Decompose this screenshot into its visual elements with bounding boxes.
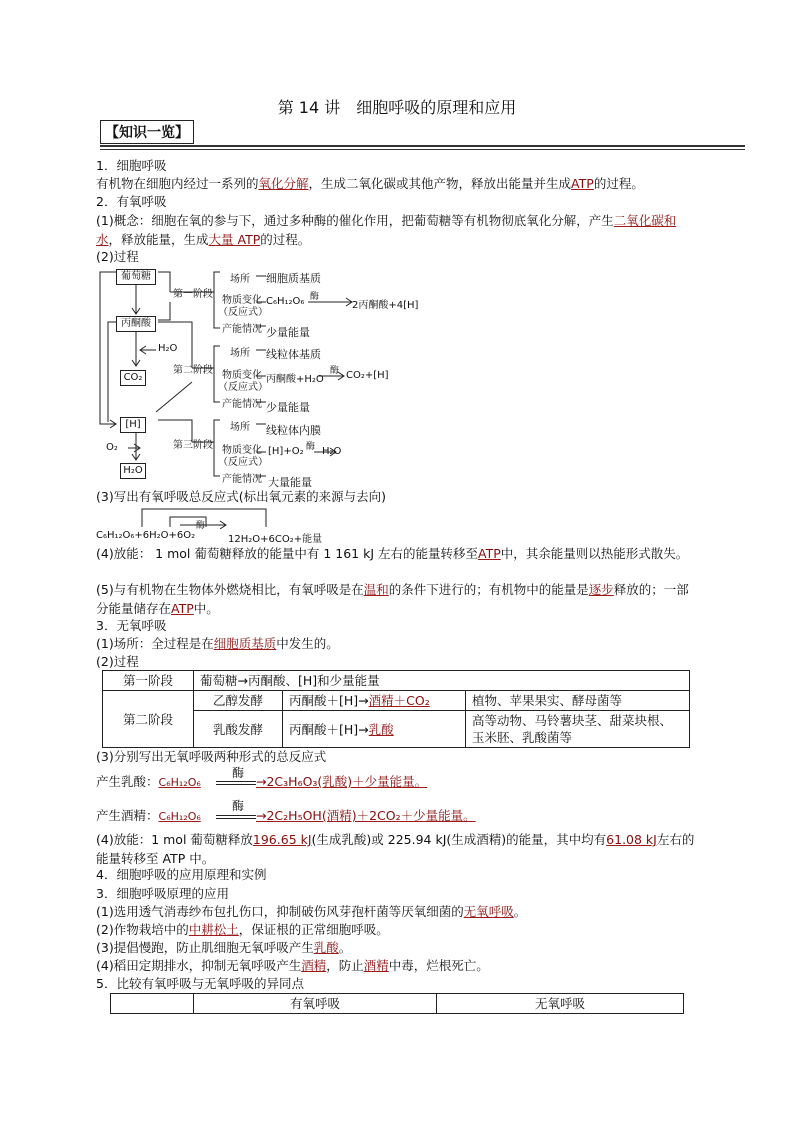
text: (2)作物栽培中的 — [96, 922, 189, 937]
page-title: 第 14 讲 细胞呼吸的原理和应用 — [277, 98, 517, 117]
h2o-in-label: H₂O — [158, 343, 178, 354]
text: 有机物在细胞内经过一系列的 — [96, 176, 259, 191]
heading-compare: 5．比较有氧呼吸与无氧呼吸的异同点 — [96, 976, 304, 991]
aerobic-item3: (3)写出有氧呼吸总反应式(标出氧元素的来源与去向) — [96, 489, 386, 504]
table-cell: 乳酸发酵 — [194, 711, 283, 748]
answer-blank: →2C₂H₅OH(酒精)＋2CO₂＋少量能量。 — [256, 808, 476, 823]
enzyme-label: 酶 — [310, 292, 320, 302]
table-cell — [111, 994, 194, 1014]
table-cell: 第一阶段 — [103, 671, 194, 691]
application-item3 — [96, 940, 706, 956]
place-label: 场所 — [230, 274, 250, 285]
reaction-label: （反应式） — [218, 382, 268, 393]
heading-aerobic: 2．有氧呼吸 — [96, 194, 167, 209]
text: 的过程。 — [260, 232, 311, 247]
stage3-place: 线粒体内膜 — [266, 424, 321, 437]
cell-respiration-definition — [96, 176, 706, 192]
answer-blank: 无氧呼吸 — [463, 904, 514, 919]
stage1-eq-left: C₆H₁₂O₆ — [266, 296, 305, 307]
text: 。 — [513, 904, 527, 919]
table-row — [103, 671, 690, 691]
text: ，释放能量，生成 — [108, 232, 209, 247]
text: (3)提倡慢跑，防止肌细胞无氧呼吸产生 — [96, 940, 314, 955]
table-cell: 葡萄糖→丙酮酸、[H]和少量能量 — [194, 671, 690, 691]
stage2-energy: 少量能量 — [266, 401, 310, 414]
h2o-out-box: H₂O — [120, 463, 146, 479]
heading-application: 4．细胞呼吸的应用原理和实例 — [96, 867, 267, 882]
divider — [216, 781, 256, 782]
text: (4)放能： 1 mol 葡萄糖释放的能量中有 1 161 kJ 左右的能量转移至 — [96, 546, 479, 561]
text: 的过程。 — [593, 176, 644, 191]
answer-blank: C₆H₁₂O₆ — [158, 810, 201, 823]
total-eq-left: C₆H₁₂O₆+6H₂O+6O₂ — [96, 530, 196, 541]
text: 产生乳酸： — [96, 774, 159, 789]
answer-blank: 酒精 — [301, 958, 327, 973]
answer-blank: 酒精 — [363, 958, 389, 973]
anaerobic-item3: (3)分别写出无氧呼吸两种形式的总反应式 — [96, 749, 327, 764]
answer-blank: 乳酸 — [313, 940, 339, 955]
stage2-eq-left: 丙酮酸+H₂O — [266, 374, 324, 385]
enzyme-label: 酶 — [232, 766, 245, 780]
process-label: (2)过程 — [96, 654, 139, 669]
lactic-right — [256, 774, 556, 790]
table-row — [111, 994, 684, 1014]
text: ，防止 — [326, 958, 364, 973]
change-label: 物质变化 — [222, 445, 262, 456]
stage1-energy: 少量能量 — [266, 326, 310, 339]
divider — [216, 784, 256, 785]
reaction-label: （反应式） — [218, 307, 268, 318]
text: 释放的；一部分能量储存在 — [96, 582, 689, 616]
answer-blank: 逐步 — [588, 582, 614, 597]
stage2-eq-right: CO₂+[H] — [346, 370, 389, 381]
text: ，保证根的正常细胞呼吸。 — [238, 922, 389, 937]
place-label: 场所 — [230, 422, 250, 433]
divider — [216, 815, 256, 816]
text: (4)放能：1 mol 葡萄糖释放 — [96, 832, 253, 847]
divider — [216, 818, 256, 819]
anaerobic-table — [102, 670, 690, 748]
answer-blank: 乳酸 — [368, 721, 394, 737]
energy-label: 产能情况 — [222, 324, 262, 335]
change-label: 物质变化 — [222, 370, 262, 381]
anaerobic-place — [96, 636, 706, 652]
table-cell: 第二阶段 — [103, 691, 194, 748]
aerobic-item4 — [96, 544, 698, 563]
section-tag: 【知识一览】 — [100, 120, 194, 144]
text: 中毒，烂根死亡。 — [388, 958, 489, 973]
table-cell: 植物、苹果果实、酵母菌等 — [466, 691, 690, 711]
answer-blank: ATP — [171, 601, 194, 616]
anaerobic-item4 — [96, 830, 698, 868]
answer-blank: 酒精＋CO₂ — [368, 693, 430, 708]
compare-table — [110, 993, 684, 1014]
application-item2 — [96, 922, 706, 938]
heading-anaerobic: 3．无氧呼吸 — [96, 618, 167, 633]
table-cell: 有氧呼吸 — [194, 994, 437, 1014]
stage3-energy: 大量能量 — [268, 476, 312, 489]
stage3-eq-right: H₂O — [322, 446, 342, 457]
answer-blank: 细胞质基质 — [213, 636, 277, 651]
answer-blank: 大量 ATP — [208, 232, 261, 247]
heading-principle-application: 3．细胞呼吸原理的应用 — [96, 886, 229, 901]
enzyme-label: 酶 — [330, 366, 340, 376]
text: 中。 — [193, 601, 219, 616]
answer-blank: 二氧化碳和水 — [96, 213, 677, 247]
table-row — [103, 691, 690, 711]
table-cell: 无氧呼吸 — [437, 994, 684, 1014]
text: (生成乳酸)或 225.94 kJ(生成酒精)的能量，其中均有 — [311, 832, 607, 847]
stage1-eq-right: 2丙酮酸+4[H] — [352, 300, 419, 311]
text: 。 — [338, 940, 352, 955]
table-cell: 乙醇发酵 — [194, 691, 283, 711]
change-label: 物质变化 — [222, 295, 262, 306]
text: 丙酮酸＋[H]→ — [289, 721, 369, 737]
text: (1)场所：全过程是在 — [96, 636, 214, 651]
divider — [100, 145, 745, 147]
stage3-label: 第三阶段 — [173, 440, 213, 451]
answer-blank: C₆H₁₂O₆ — [158, 776, 201, 789]
enzyme-label: 酶 — [232, 799, 245, 813]
stage2-label: 第二阶段 — [173, 365, 213, 376]
answer-blank: 温和 — [363, 582, 389, 597]
answer-blank: ATP — [478, 546, 501, 561]
divider — [100, 149, 745, 150]
text: 左右的能量转移至 ATP 中。 — [96, 832, 695, 866]
text: (1)概念：细胞在氧的参与下，通过多种酶的催化作用，把葡萄糖等有机物彻底氧化分解，产生 — [96, 213, 614, 228]
heading-cell-respiration: 1．细胞呼吸 — [96, 158, 167, 173]
stage3-eq-left: [H]+O₂ — [268, 446, 304, 457]
table-cell — [283, 691, 466, 711]
aerobic-concept — [96, 211, 698, 249]
stage2-place: 线粒体基质 — [266, 348, 321, 361]
stage1-place: 细胞质基质 — [266, 272, 321, 285]
table-cell: 高等动物、马铃薯块茎、甜菜块根、玉米胚、乳酸菌等 — [466, 711, 690, 748]
process-label: (2)过程 — [96, 249, 139, 264]
co2-box: CO₂ — [120, 370, 146, 386]
reaction-label: （反应式） — [218, 457, 268, 468]
answer-blank: ATP — [571, 176, 594, 191]
answer-blank: 中耕松土 — [188, 922, 239, 937]
text: (4)稻田定期排水，抑制无氧呼吸产生 — [96, 958, 302, 973]
energy-label: 产能情况 — [222, 399, 262, 410]
enzyme-label: 酶 — [306, 442, 316, 452]
glucose-box: 葡萄糖 — [116, 269, 156, 285]
pyruvate-box: 丙酮酸 — [116, 316, 156, 332]
aerobic-item5 — [96, 580, 698, 618]
energy-label: 产能情况 — [222, 474, 262, 485]
text: (5)与有机物在生物体外燃烧相比，有氧呼吸是在 — [96, 582, 364, 597]
answer-blank: 61.08 kJ — [606, 832, 657, 847]
text: ，生成二氧化碳或其他产物，释放出能量并生成 — [308, 176, 572, 191]
answer-blank: 氧化分解 — [258, 176, 309, 191]
answer-blank: 196.65 kJ — [252, 832, 312, 847]
text: 中发生的。 — [276, 636, 339, 651]
text: 丙酮酸＋[H]→ — [289, 693, 369, 708]
h-box: [H] — [120, 417, 146, 433]
alcohol-right — [256, 808, 576, 824]
stage1-label: 第一阶段 — [173, 289, 213, 300]
application-item4 — [96, 958, 706, 974]
o2-label: O₂ — [106, 442, 118, 453]
text: 的条件下进行的；有机物中的能量是 — [388, 582, 589, 597]
total-eq-right: 12H₂O+6CO₂+能量 — [228, 534, 323, 545]
place-label: 场所 — [230, 348, 250, 359]
text: 产生酒精： — [96, 808, 159, 823]
text: (1)选用透气消毒纱布包扎伤口，抑制破伤风芽孢杆菌等厌氧细菌的 — [96, 904, 464, 919]
answer-blank: →2C₃H₆O₃(乳酸)＋少量能量。 — [256, 774, 428, 789]
total-eq-enzyme: 酶 — [196, 521, 206, 531]
text: 中，其余能量则以热能形式散失。 — [500, 546, 689, 561]
table-cell — [283, 711, 466, 748]
application-item1 — [96, 904, 706, 920]
